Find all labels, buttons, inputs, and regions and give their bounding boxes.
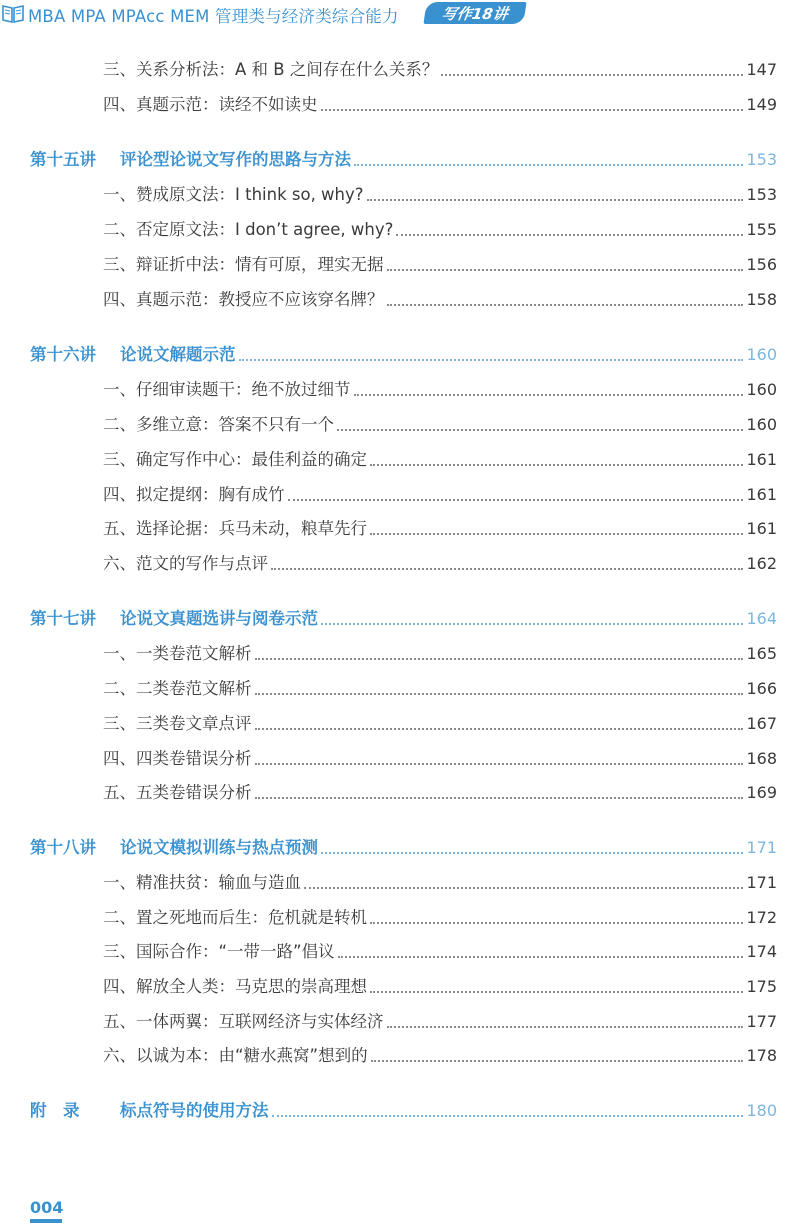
leader-dots (255, 796, 744, 799)
toc-page-number: 174 (746, 942, 777, 961)
leader-dots (271, 567, 743, 570)
toc-chapter-text: 论说文模拟训练与热点预测 (120, 838, 318, 857)
toc-page-number: 164 (746, 609, 777, 628)
toc-chapter-text: 评论型论说文写作的思路与方法 (120, 150, 351, 169)
toc-chapter-text: 论说文真题选讲与阅卷示范 (120, 609, 318, 628)
toc-entry-title: 一、一类卷范文解析 (103, 644, 252, 663)
leader-dots (338, 955, 744, 958)
leader-dots (354, 163, 743, 166)
toc-page-number: 166 (746, 679, 777, 698)
toc-page-number: 162 (746, 554, 777, 573)
toc-page-number: 167 (746, 714, 777, 733)
toc-page-number: 180 (746, 1101, 777, 1120)
toc-chapter-number: 附 录 (30, 1101, 80, 1120)
leader-dots (370, 463, 743, 466)
toc-chapter-row[interactable] (30, 835, 777, 859)
toc-chapter-number: 第十七讲 (30, 609, 96, 628)
leader-dots (370, 532, 743, 535)
leader-dots (272, 1114, 744, 1117)
leader-dots (387, 303, 744, 306)
toc-chapter-row[interactable] (30, 606, 777, 630)
toc-entry-row[interactable] (103, 252, 777, 276)
leader-dots (370, 921, 743, 924)
toc-page-number: 178 (746, 1046, 777, 1065)
toc-entry-row[interactable] (103, 974, 777, 998)
toc-entry-title: 四、解放全人类：马克思的崇高理想 (103, 977, 367, 996)
leader-dots (321, 108, 744, 111)
leader-dots (371, 1059, 744, 1062)
book-title: MBA MPA MPAcc MEM 管理类与经济类综合能力 (28, 7, 399, 26)
toc-entry-title: 二、二类卷范文解析 (103, 679, 252, 698)
toc-entry-title: 一、赞成原文法：I think so, why? (103, 185, 364, 204)
toc-entry-row[interactable] (103, 447, 777, 471)
toc-chapter-row[interactable] (30, 342, 777, 366)
leader-dots (387, 268, 744, 271)
toc-page-number: 168 (746, 749, 777, 768)
book-badge: 写作18讲 (423, 2, 526, 24)
leader-dots (354, 393, 744, 396)
book-icon (2, 3, 24, 23)
toc-entry-title: 六、范文的写作与点评 (103, 554, 268, 573)
toc-entry-row[interactable] (103, 516, 777, 540)
toc-chapter-row[interactable] (30, 147, 777, 171)
toc-chapter-title (30, 149, 351, 171)
toc-page-number: 171 (746, 873, 777, 892)
toc-page-number: 149 (746, 95, 777, 114)
toc-entry-title: 三、三类卷文章点评 (103, 714, 252, 733)
toc-page-number: 158 (746, 290, 777, 309)
toc-chapter-title (30, 1100, 269, 1122)
toc-entry-row[interactable] (103, 905, 777, 929)
toc-chapter-text: 论说文解题示范 (120, 345, 236, 364)
toc-chapter-title (30, 608, 318, 630)
toc-chapter-number: 第十五讲 (30, 150, 96, 169)
toc-page-number: 160 (746, 345, 777, 364)
toc-page-number: 161 (746, 485, 777, 504)
toc-entry-title: 六、以诚为本：由“糖水燕窝”想到的 (103, 1046, 368, 1065)
toc-entry-row[interactable] (103, 711, 777, 735)
toc-page-number: 156 (746, 255, 777, 274)
toc-entry-title: 二、否定原文法：I don’t agree, why? (103, 220, 394, 239)
toc-entry-row[interactable] (103, 1009, 777, 1033)
toc-chapter-row[interactable] (30, 1098, 777, 1122)
toc-page-number: 161 (746, 519, 777, 538)
toc-entry-title: 一、仔细审读题干：绝不放过细节 (103, 380, 351, 399)
toc-entry-title: 五、五类卷错误分析 (103, 783, 252, 802)
toc-entry-title: 五、选择论据：兵马未动，粮草先行 (103, 519, 367, 538)
toc-page-number: 171 (746, 838, 777, 857)
toc-chapter-title (30, 837, 318, 859)
toc-entry-title: 三、辩证折中法：情有可原，理实无据 (103, 255, 384, 274)
leader-dots (304, 886, 743, 889)
leader-dots (255, 657, 744, 660)
toc-entry-title: 一、精准扶贫：输血与造血 (103, 873, 301, 892)
toc-entry-row[interactable] (103, 482, 777, 506)
toc-entry-title: 四、真题示范：读经不如读史 (103, 95, 318, 114)
leader-dots (367, 198, 744, 201)
toc-entry-row[interactable] (103, 676, 777, 700)
toc-entry-row[interactable] (103, 939, 777, 963)
leader-dots (321, 622, 743, 625)
leader-dots (387, 1025, 744, 1028)
page-number: 004 (30, 1198, 64, 1217)
page-header (0, 0, 790, 28)
toc-entry-row[interactable] (103, 641, 777, 665)
toc-page-number: 175 (746, 977, 777, 996)
leader-dots (396, 233, 743, 236)
toc-page-number: 153 (746, 150, 777, 169)
leader-dots (255, 762, 744, 765)
toc-entry-title: 三、关系分析法：A 和 B 之间存在什么关系？ (103, 60, 439, 79)
toc-entry-row[interactable] (103, 92, 777, 116)
toc-page-number: 177 (746, 1012, 777, 1031)
toc-entry-row[interactable] (103, 377, 777, 401)
leader-dots (441, 73, 743, 76)
toc-page-number: 147 (746, 60, 777, 79)
toc-chapter-number: 第十八讲 (30, 838, 96, 857)
leader-dots (255, 727, 744, 730)
toc-entry-row[interactable] (103, 287, 777, 311)
toc-entry-row[interactable] (103, 780, 777, 804)
toc-entry-row[interactable] (103, 1043, 777, 1067)
leader-dots (370, 990, 743, 993)
toc-entry-title: 四、拟定提纲：胸有成竹 (103, 485, 285, 504)
toc-page-number: 155 (746, 220, 777, 239)
toc-entry-title: 五、一体两翼：互联网经济与实体经济 (103, 1012, 384, 1031)
toc-entry-row[interactable] (103, 870, 777, 894)
toc-page-number: 165 (746, 644, 777, 663)
leader-dots (321, 851, 743, 854)
leader-dots (337, 428, 743, 431)
toc-page-number: 160 (746, 415, 777, 434)
toc-entry-title: 二、置之死地而后生：危机就是转机 (103, 908, 367, 927)
leader-dots (288, 498, 744, 501)
leader-dots (239, 358, 744, 361)
toc-entry-row[interactable] (103, 217, 777, 241)
toc-entry-title: 四、四类卷错误分析 (103, 749, 252, 768)
toc-entry-row[interactable] (103, 57, 777, 81)
toc-entry-row[interactable] (103, 551, 777, 575)
toc-entry-title: 三、确定写作中心：最佳利益的确定 (103, 450, 367, 469)
toc-entry-title: 三、国际合作：“一带一路”倡议 (103, 942, 335, 961)
leader-dots (255, 692, 744, 695)
toc-entry-row[interactable] (103, 746, 777, 770)
toc-entry-row[interactable] (103, 182, 777, 206)
toc-page-number: 153 (746, 185, 777, 204)
toc-entry-row[interactable] (103, 412, 777, 436)
toc-page-number: 160 (746, 380, 777, 399)
page-number-underline (30, 1219, 62, 1223)
toc-chapter-text: 标点符号的使用方法 (120, 1101, 269, 1120)
toc-page-number: 172 (746, 908, 777, 927)
toc-entry-title: 四、真题示范：教授应不应该穿名牌？ (103, 290, 384, 309)
toc-page-number: 169 (746, 783, 777, 802)
toc-entry-title: 二、多维立意：答案不只有一个 (103, 415, 334, 434)
toc-page-number: 161 (746, 450, 777, 469)
toc-chapter-number: 第十六讲 (30, 345, 96, 364)
toc-chapter-title (30, 344, 236, 366)
